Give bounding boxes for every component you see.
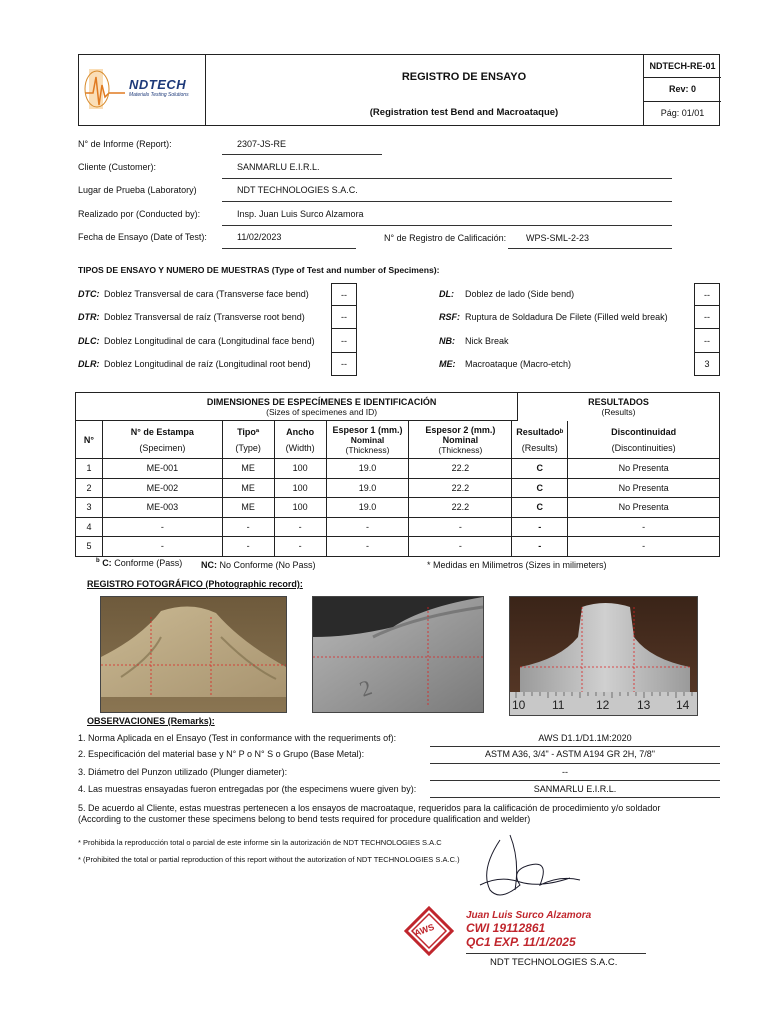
table-cell-result: - xyxy=(512,517,568,537)
table-cell-n: 5 xyxy=(76,537,103,557)
lab-label: Lugar de Prueba (Laboratory) xyxy=(78,185,197,195)
table-row xyxy=(76,498,720,518)
group-results: RESULTADOS (Results) xyxy=(517,392,720,421)
page-number: Pág: 01/01 xyxy=(660,108,705,118)
table-row xyxy=(76,517,720,537)
col-discontinuity: Discontinuidad (Discontinuities) xyxy=(568,421,720,459)
conducted-label: Realizado por (Conducted by): xyxy=(78,209,201,219)
macro-photo-1 xyxy=(100,596,287,713)
table-cell-result: - xyxy=(512,537,568,557)
table-cell-type: - xyxy=(222,537,274,557)
table-row xyxy=(76,459,720,479)
remarks-heading: OBSERVACIONES (Remarks): xyxy=(87,716,215,726)
table-cell-disc: No Presenta xyxy=(568,459,720,479)
ruler-number: 13 xyxy=(637,698,651,712)
remark-value: ASTM A36, 3/4" - ASTM A194 GR 2H, 7/8" xyxy=(485,749,655,759)
report-header xyxy=(78,54,720,126)
col-type: Tipoª (Type) xyxy=(222,421,274,459)
type-code: ME: xyxy=(439,359,456,369)
table-row xyxy=(76,478,720,498)
type-count: -- xyxy=(694,306,720,329)
inspector-stamp: Juan Luis Surco Alzamora CWI 19112861 QC1 EXP. 11/1/2025 xyxy=(466,910,592,949)
qual-label: N° de Registro de Calificación: xyxy=(384,233,507,243)
type-count: -- xyxy=(694,283,720,306)
table-cell-type: ME xyxy=(222,478,274,498)
table-cell-disc: - xyxy=(568,517,720,537)
signatory-company: NDT TECHNOLOGIES S.A.C. xyxy=(490,957,618,968)
table-cell-stamp: - xyxy=(102,517,222,537)
ruler-number: 14 xyxy=(676,698,690,712)
report-value: 2307-JS-RE xyxy=(237,139,287,149)
type-desc: Doblez de lado (Side bend) xyxy=(465,289,575,299)
type-desc: Macroataque (Macro-etch) xyxy=(465,359,572,369)
table-cell-t1: - xyxy=(326,537,409,557)
type-code: DL: xyxy=(439,289,454,299)
table-cell-t2: - xyxy=(409,517,512,537)
legend: $^b$ C: Conforme (Pass) xyxy=(96,558,183,568)
legend-nc: NC: No Conforme (No Pass) xyxy=(201,560,316,570)
remark-label: 3. Diámetro del Punzon utilizado (Plunger diameter): xyxy=(78,767,288,777)
table-cell-disc: - xyxy=(568,537,720,557)
type-code: DTR: xyxy=(78,312,100,322)
client-label: Cliente (Customer): xyxy=(78,162,157,172)
type-desc: Doblez Transversal de cara (Transverse face bend) xyxy=(104,289,309,299)
aws-stamp xyxy=(404,906,454,958)
col-stamp: N° de Estampa (Specimen) xyxy=(102,421,222,459)
logo-tagline: Materials Testing Solutions xyxy=(129,92,189,98)
type-code: DTC: xyxy=(78,289,100,299)
group-dimensions: DIMENSIONES DE ESPECÍMENES E IDENTIFICACIÓN (Sizes of specimenes and ID) xyxy=(76,393,568,421)
col-thickness2: Espesor 2 (mm.) Nominal (Thickness) xyxy=(409,421,512,459)
type-desc: Doblez Longitudinal de cara (Longitudinal face bend) xyxy=(104,336,315,346)
ruler-number: 12 xyxy=(596,698,610,712)
table-cell-width: - xyxy=(274,517,326,537)
table-cell-t2: 22.2 xyxy=(409,478,512,498)
table-cell-t2: - xyxy=(409,537,512,557)
remark-label: 1. Norma Aplicada en el Ensayo (Test in conformance with the requeriments of): xyxy=(78,733,397,743)
remark-label: 2. Especificación del material base y N° P o N° S o Grupo (Base Metal): xyxy=(78,749,365,759)
logo-text: NDTECH xyxy=(129,77,187,92)
col-number: N° xyxy=(76,421,103,459)
table-cell-result: C xyxy=(512,498,568,518)
aws-logo-text: AWS xyxy=(412,921,436,939)
table-cell-width: - xyxy=(274,537,326,557)
col-thickness1: Espesor 1 (mm.) Nominal (Thickness) xyxy=(326,421,409,459)
table-cell-type: ME xyxy=(222,498,274,518)
type-count: -- xyxy=(331,353,357,376)
ruler-number: 10 xyxy=(512,698,526,712)
remark-5-line2: (According to the customer these specimens belong to bend tests required for procedure qualification and welder) xyxy=(78,814,531,824)
table-cell-width: 100 xyxy=(274,459,326,479)
remark-value: SANMARLU E.I.R.L. xyxy=(533,784,617,794)
table-cell-disc: No Presenta xyxy=(568,498,720,518)
type-desc: Nick Break xyxy=(465,336,509,346)
page-title: REGISTRO DE ENSAYO xyxy=(401,71,527,83)
table-cell-result: C xyxy=(512,478,568,498)
type-count: -- xyxy=(694,329,720,353)
table-cell-t1: 19.0 xyxy=(326,478,409,498)
table-cell-n: 1 xyxy=(76,459,103,479)
date-value: 11/02/2023 xyxy=(237,232,282,242)
table-cell-n: 4 xyxy=(76,517,103,537)
type-count: 3 xyxy=(694,353,720,376)
col-result: Resultadoᵇ (Results) xyxy=(512,421,568,459)
type-desc: Doblez Longitudinal de raíz (Longitudinal root bend) xyxy=(104,359,311,369)
table-cell-disc: No Presenta xyxy=(568,478,720,498)
table-cell-type: - xyxy=(222,517,274,537)
revision: Rev: 0 xyxy=(644,77,721,102)
remark-label: 4. Las muestras ensayadas fueron entregadas por (the especimens wuere given by): xyxy=(78,784,417,794)
report-label: N° de Informe (Report): xyxy=(78,139,172,149)
type-code: DLR: xyxy=(78,359,100,369)
table-cell-stamp: ME-002 xyxy=(102,478,222,498)
header-meta xyxy=(643,54,721,126)
units-note: * Medidas en Milimetros (Sizes in milimeters) xyxy=(427,560,607,570)
signature xyxy=(440,830,610,910)
lab-value: NDT TECHNOLOGIES S.A.C. xyxy=(237,185,358,195)
footer-note-en: * (Prohibited the total or partial reproduction of this report without the autorization of NDT TECHNOLOGIES S.A.C.) xyxy=(78,855,460,864)
table-cell-t2: 22.2 xyxy=(409,459,512,479)
table-cell-n: 3 xyxy=(76,498,103,518)
qual-value: WPS-SML-2-23 xyxy=(526,233,590,243)
table-cell-t1: 19.0 xyxy=(326,498,409,518)
types-heading: TIPOS DE ENSAYO Y NUMERO DE MUESTRAS (Type of Test and number of Specimens): xyxy=(78,265,440,275)
table-row xyxy=(76,537,720,557)
table-cell-n: 2 xyxy=(76,478,103,498)
doc-code: NDTECH-RE-01 xyxy=(644,54,721,78)
company-logo xyxy=(79,55,206,125)
date-label: Fecha de Ensayo (Date of Test): xyxy=(78,232,207,242)
type-desc: Ruptura de Soldadura De Filete (Filled weld break) xyxy=(465,312,668,322)
table-cell-t2: 22.2 xyxy=(409,498,512,518)
table-cell-width: 100 xyxy=(274,478,326,498)
table-cell-t1: 19.0 xyxy=(326,459,409,479)
type-code: DLC: xyxy=(78,336,100,346)
table-cell-width: 100 xyxy=(274,498,326,518)
type-count: -- xyxy=(331,306,357,329)
type-code: RSF: xyxy=(439,312,460,322)
macro-photo-2 xyxy=(312,596,484,713)
type-desc: Doblez Transversal de raíz (Transverse root bend) xyxy=(104,312,305,322)
remark-5-line1: 5. De acuerdo al Cliente, estas muestras pertenecen a los ensayos de macroataque, requeridos para la calificación de procedimiento y/o soldador xyxy=(78,803,661,813)
conducted-value: Insp. Juan Luis Surco Alzamora xyxy=(237,209,364,219)
remark-value: AWS D1.1/D1.1M:2020 xyxy=(538,733,632,743)
table-cell-stamp: ME-003 xyxy=(102,498,222,518)
footer-note-es: * Prohibida la reproducción total o parcial de este informe sin la autorización de NDT TECHNOLOGIES S.A.C xyxy=(78,838,442,847)
type-code: NB: xyxy=(439,336,455,346)
client-value: SANMARLU E.I.R.L. xyxy=(237,162,320,172)
ruler-number: 11 xyxy=(552,698,565,712)
remark-value: -- xyxy=(562,767,568,777)
table-cell-stamp: - xyxy=(102,537,222,557)
table-cell-t1: - xyxy=(326,517,409,537)
table-cell-stamp: ME-001 xyxy=(102,459,222,479)
col-width: Ancho (Width) xyxy=(274,421,326,459)
page-subtitle: (Registration test Bend and Macroataque) xyxy=(369,107,559,118)
type-count: -- xyxy=(331,283,357,306)
svg-text:2: 2 xyxy=(356,674,376,702)
photo-heading: REGISTRO FOTOGRÁFICO (Photographic record): xyxy=(87,579,303,589)
type-count: -- xyxy=(331,329,357,353)
table-cell-type: ME xyxy=(222,459,274,479)
macro-photo-3 xyxy=(509,596,698,716)
table-cell-result: C xyxy=(512,459,568,479)
